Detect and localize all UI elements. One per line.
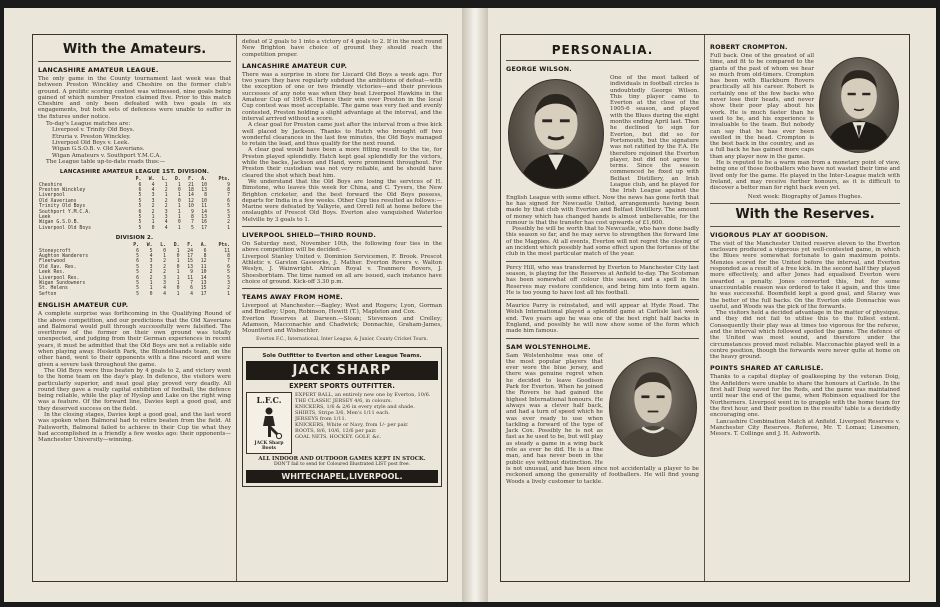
table-cell: 4 xyxy=(151,182,155,188)
table-header-cell: Pts. xyxy=(218,243,230,249)
table-cell: 14 xyxy=(201,209,208,215)
table-cell: 1 xyxy=(177,215,181,220)
table-cell: 10 xyxy=(200,270,207,276)
wolstenholme-portrait xyxy=(607,355,699,459)
table-cell: Liverpool xyxy=(39,193,65,199)
table-cell: 3 xyxy=(227,215,230,220)
table-header-cell: P. xyxy=(135,177,142,183)
table-cell: 21 xyxy=(188,182,194,188)
amateurs-title: With the Amateurs. xyxy=(62,42,207,57)
ad-catalogue-line: DON'T fail to send for Coloured Illustrated LIST post free. xyxy=(273,461,411,467)
table-cell: 2 xyxy=(149,275,153,281)
table-cell: 15 xyxy=(187,259,193,265)
wolstenholme-text: Sam Wolstenholme was one of the most popular players that ever wore the blue jersey, and there was genuine regret when he decided to leave Goodison Park for Everton. When he joined the Rovers he had gained the highest International honours. He always was a clever half back, and had a turn of speed which he was ever ready to use when tackling a forward of the type of Jack Cox. Possibly he is not as fast as he used to be, but will play as steady a game in a wing back role as ever he did. He is a fine man, and has never been in the public eye without distinction. He is not unusual, and has been since not accidentally a player to be reckoned among the generality of footballers. He will find young Woods a lively customer to tackle. xyxy=(506,352,699,485)
table-row xyxy=(38,226,231,231)
table-cell: Aughton Wanderers xyxy=(39,254,89,260)
table-header-cell: F. xyxy=(188,177,194,183)
table-cell: 4 xyxy=(164,220,168,226)
table-cell: 6 xyxy=(227,264,230,270)
table-cell: 1 xyxy=(177,209,181,215)
shield-text: On Saturday next, November 10th, the following four ties in the above competition will be decided:— xyxy=(242,241,442,254)
lancs-cup-text-4: We understand that the Old Boys are losing the services of H. Bimstone, who leaves this week for China, and C. Tyvers, the New Brighton cricketer, and the best forward the Old Boys possess, departs for India in a few weeks. Other Cup ties resulted as follows:—Marine were defeated by Valkyrie, and Orrell fell at home before the onslaughts of Prescot Old Boys. Everton also vanquished Waterloo Melville by 3 goals to 1. xyxy=(242,178,442,223)
fixture-item: Etruria v. Preston Winckley. xyxy=(52,133,131,140)
points-heading: POINTS SHARED AT CARLISLE. xyxy=(710,364,824,373)
ad-stock-line: ALL INDOOR AND OUTDOOR GAMES KEPT IN STOCK. xyxy=(258,455,426,462)
vigorous-text-2: The visitors held a decided advantage in the matter of physique, and they did not fail to utilise this to the fullest extent. Consequently their play was at times too vigorous for the referee, and the interval which followed spoiled the game. The defence of the United was most sound, and therefore under the circumstances proved most reliable. Macconachie played well in a centre position, though the forwards were never quite at home on the heavy ground. xyxy=(710,310,900,361)
table-cell: 4 xyxy=(151,187,155,193)
table-header-cell: F. xyxy=(187,243,193,249)
table-cell: Stoneycroft xyxy=(39,248,71,254)
english-cup-text: A complete surprise was forthcoming in the Qualifying Round of the above competition, and our predictions that the Old Xaverians and Balmoral would pull through successfully were falsified. The overthrow of the former on their own ground was totally unexpected, and judging from their German experiences in recent years, it must be admitted that the Old Boys are not a reliable side when playing away. Hesketh Park, the Blundellsands team, on the other hand, went to their opponents with a fine record and were given a severe task throughout the game. xyxy=(38,311,231,368)
table-cell: 14 xyxy=(188,193,194,199)
left-column-1 xyxy=(33,35,237,581)
ad-address: WHITECHAPEL,LIVERPOOL. xyxy=(246,470,438,483)
lancs-cup-text-3: A clear goal would have been a more fitting result to the tie, for Preston played splendidly. Hatch kept goal splendidly for the victors, while the backs, Jackson and Hand, were prominent throughout. For Preston their custodian was not very reliable, and he should have cleared the shot which beat him. xyxy=(242,147,442,179)
teams-footer: Everton F.C., International, Inter League, & Junior, County Cricket Tourn. xyxy=(256,336,428,342)
table-cell: Wigan Sundowners xyxy=(39,281,86,287)
table-cell: 9 xyxy=(191,209,194,215)
table-cell: 2 xyxy=(163,259,167,265)
table-cell: 0 xyxy=(149,291,153,297)
table-cell: 0 xyxy=(176,254,180,260)
table-cell: 17 xyxy=(200,291,207,297)
table-cell: 4 xyxy=(164,225,168,231)
table-cell: 2 xyxy=(151,204,155,210)
fixture-item: Wigan G.S.O.B. v. Old Xaverians. xyxy=(52,146,145,153)
table-header-cell: L. xyxy=(160,243,167,249)
table-cell: Preston Winckley xyxy=(39,187,86,193)
table-cell: Leek Res. xyxy=(39,270,65,276)
table-cell: 10 xyxy=(188,204,194,210)
table-cell: 8 xyxy=(191,215,194,220)
table-cell: 15 xyxy=(200,286,207,292)
table-cell: 2 xyxy=(163,270,167,276)
table-cell: 10 xyxy=(201,198,208,204)
teams-heading: TEAMS AWAY FROM HOME. xyxy=(242,293,343,302)
fixture-item: Liverpool v. Trinity Old Boys. xyxy=(52,127,135,134)
table-cell: 1 xyxy=(151,220,155,226)
right-column-1 xyxy=(501,35,705,581)
table-cell: 24 xyxy=(187,248,193,254)
table-cell: 4 xyxy=(163,291,167,297)
table-cell: Trinity Old Boys xyxy=(39,204,86,210)
ad-item: BOOTS, 8/6, 10/6, 12/6 per pair. xyxy=(295,427,377,434)
table-cell: 18 xyxy=(188,187,194,193)
crompton-portrait xyxy=(818,55,900,155)
ad-logo-text: L.F.C. xyxy=(256,394,282,405)
table-cell: 1 xyxy=(227,291,230,297)
table-cell: 2 xyxy=(227,220,230,226)
crompton-text: Full back. One of the greatest of all time, and fit to be compared to the giants of the past of whom we hear so much from old-timers. Crompton has been with Blackburn Rovers practically all his career. Robert is certainly one of the few backs who never lose their heads, and never show their poor play about his work. He is much faster than he used to be, and his experience is invaluable to the team. But nobody can say that he has ever been swelled in the head. Crompton is the best back in the country, and as a full back he has gained more caps than any player now in the game. xyxy=(710,53,814,160)
table-cell: 1 xyxy=(176,248,180,254)
table-cell: 3 xyxy=(151,198,155,204)
table-cell: 1 xyxy=(227,225,230,231)
wilson-portrait xyxy=(506,77,606,191)
table-cell: 5 xyxy=(136,291,140,297)
table-cell: 17 xyxy=(187,254,193,260)
fixtures-list xyxy=(38,127,231,158)
table-cell: 3 xyxy=(163,281,167,287)
table-cell: 0 xyxy=(177,220,181,226)
jack-sharp-advert xyxy=(242,347,442,487)
points-text-2: Lancashire Combination Match at Anfield. Liverpool Reserves v. Manchester City Reserves. Referee, Mr. T. Lomax; Linesmen, Messrs. T. Collinge and J. H. Ashworth. xyxy=(710,418,900,438)
table-cell: 1 xyxy=(177,193,181,199)
table-cell: 11 xyxy=(187,275,193,281)
wilson-heading: GEORGE WILSON. xyxy=(506,65,572,73)
table-cell: 1 xyxy=(177,225,181,231)
table-cell: 6 xyxy=(136,275,140,281)
table-header-cell: W. xyxy=(148,177,155,183)
table-cell: 7 xyxy=(191,220,194,226)
teams-text-2: Everton Reserves at Darwen.—Sloan; Stevenson and Crelley; Adamson, Macconachie and Chadwick; Donnachie, Graham-James, Mountford and Wisbechler. xyxy=(242,315,442,335)
portrait-man-icon xyxy=(509,80,603,188)
table-cell: 6 xyxy=(190,286,193,292)
english-cup-heading: ENGLISH AMATEUR CUP. xyxy=(38,301,129,310)
division-2-table xyxy=(38,243,231,297)
table-cell: 7 xyxy=(190,281,193,287)
col2-top-text: defeat of 2 goals to 1 into a victory of 4 goals to 2. If in the next round New Brighton have choice of ground they should reach the competition proper. xyxy=(242,39,442,58)
ad-item: GOAL NETS. HOCKEY. GOLF. &c. xyxy=(295,433,382,440)
table-cell: 4 xyxy=(149,254,153,260)
table-cell: St. Helens xyxy=(39,286,68,292)
table-cell: 1 xyxy=(163,254,167,260)
crompton-heading: ROBERT CROMPTON. xyxy=(710,43,788,51)
table-cell: 5 xyxy=(191,225,194,231)
lancs-league-text: The only game in the County tournament last week was that between Preston Winckley and Cheshire on the former club's ground. A prolific scoring contest was witnessed, nine goals being gained of which number Preston claimed five. Prior to this match Cheshire and only been defeated with two goals in six engagements, but both sets of defences were unable to suffer in the fixtures under notice. xyxy=(38,76,231,120)
left-column-2 xyxy=(237,35,447,581)
table-cell: 5 xyxy=(227,209,230,215)
division-1-table xyxy=(38,177,231,231)
table-cell: 1 xyxy=(164,182,168,188)
portrait-man-icon xyxy=(820,58,898,152)
table-cell: 1 xyxy=(149,281,153,287)
ad-item: KNICKERS, 1/6 & 2/6 in every style and shade. xyxy=(295,403,415,410)
lancs-cup-heading: LANCASHIRE AMATEUR CUP. xyxy=(242,61,348,70)
table-header-cell: P. xyxy=(133,243,140,249)
ad-top-line: Sole Outfitter to Everton and other League Teams. xyxy=(262,352,422,359)
table-cell: 12 xyxy=(200,259,207,265)
next-week-note: Next week: Biography of James Hughes. xyxy=(747,193,863,200)
table-header-cell: D. xyxy=(174,177,181,183)
table-header-cell: W. xyxy=(146,243,153,249)
table-cell: 13 xyxy=(187,264,193,270)
crompton-text-2: He is reputed to be a warm man from a monetary point of view, being one of those footballers who have not wasted their time and lived only for the game. He played in the Inter-League match with Ireland, and may receive further honours, as it is difficult to discover a better man for right back even yet. xyxy=(710,160,900,192)
vigorous-heading: VIGOROUS PLAY AT GOODISON. xyxy=(710,230,829,239)
table-cell: Fleetwood xyxy=(39,259,65,265)
wilson-text: One of the most talked of individuals in football circles is undoubtedly George Wilson. This tiny player came to Everton at the close of the 1905-6 season, and played with the Blues during the eight months ending April last. Then he declined to sign for Everton, but did so for Portsmouth, but the signature was not ratified by the F.A. He therefore rejoined the Everton player, but did not agree to terms. Since the season commenced he fixed up with Belfast Distillery, an Irish League club, and he played for the Irish League against the English League with some effect. Now the news has gone forth that he has signed for Newcastle United, arrangements having been made by that club with Everton and Belfast Distillery. The amount of money which has changed hands is almost unbelievable, for the rumour is that the transfer has cost upwards of £1,600. xyxy=(506,75,699,226)
table-cell: 0 xyxy=(176,264,180,270)
table-cell: Liverpool Res. xyxy=(39,275,80,281)
table-cell: 12 xyxy=(188,198,194,204)
parry-text: Maurice Parry is reinstated, and will appear at Hyde Road. The Welsh International played a splendid game at Carlisle last week end. Two years ago he was one of the best right half backs in England, and possibly he will now show some of the form which made him famous. xyxy=(506,303,699,335)
table-cell: 1 xyxy=(176,281,180,287)
table-cell: 4 xyxy=(190,291,193,297)
table-cell: 3 xyxy=(149,259,153,265)
table-cell: 2 xyxy=(164,187,168,193)
wolstenholme-heading: SAM WOLSTENHOLME. xyxy=(506,342,591,351)
lancs-league-heading: LANCASHIRE AMATEUR LEAGUE. xyxy=(38,66,159,74)
table-row xyxy=(38,292,231,297)
ad-item: EXPERT BALL, an entirely new one by Everton, 10/6. xyxy=(295,391,431,398)
fixture-item: Liverpool Old Boys v. Leek. xyxy=(52,139,130,146)
lancs-cup-text: There was a surprise in store for Liscard Old Boys a week ago. For two years they have regularly subdued the ambitions of defeat—with the exception of one or two friendly victories—and their previous successes of any note was when they beat Liverpool Hawkins in the Amateur Cup of 1905-6. Hence their win over Preston in the local Cup contest was most acceptable. The game was very fast and evenly contested, Preston holding a slight advantage at the interval, and the interval arrived without a score. xyxy=(242,71,442,122)
table-cell: 5 xyxy=(136,254,140,260)
table-header-cell: Pts. xyxy=(218,177,230,183)
table-cell: 11 xyxy=(201,204,208,210)
table-header-cell: A. xyxy=(200,243,207,249)
table-cell: 3 xyxy=(163,275,167,281)
table-cell: 1 xyxy=(177,182,181,188)
table-cell: 2 xyxy=(164,198,168,204)
footballer-icon xyxy=(254,406,284,440)
teams-text: Liverpool at Manchester.—Bagley; West and Rogers; Lyon, Gorman and Bradley; Upon, Robinson, Hewitt (T.), Mapleton and Cox. xyxy=(242,303,442,316)
table-cell: 0 xyxy=(177,187,181,193)
table-cell: 8 xyxy=(227,187,230,193)
table-cell: 8 xyxy=(203,254,207,260)
ad-item: JERSEYS from 1/11. xyxy=(295,415,347,422)
division-1-heading: LANCASHIRE AMATEUR LEAGUE 1ST. DIVISION. xyxy=(59,169,210,176)
page-gutter xyxy=(462,8,488,602)
table-cell: 9 xyxy=(190,270,193,276)
table-cell: 8 xyxy=(204,193,208,199)
table-cell: Old Xav. Res. xyxy=(39,264,77,270)
table-cell: 5 xyxy=(138,215,142,220)
ad-item: THE CLASSIC JERSEY 4/6, in colours. xyxy=(295,397,393,404)
personalia-title: PERSONALIA. xyxy=(551,43,654,57)
table-cell: Leek xyxy=(39,215,51,220)
table-cell: 0 xyxy=(176,286,180,292)
table-cell: 5 xyxy=(138,225,142,231)
ad-item-list xyxy=(295,392,438,454)
table-cell: 3 xyxy=(164,215,168,220)
table-header-cell: D. xyxy=(173,243,180,249)
table-cell: 2 xyxy=(227,286,230,292)
wilson-text-2: Possibly he will be worth that to Newcastle, who have done badly this season so far, and he may serve to strengthen the forward line of the Magpies. At all events, Everton will not regret the closing of an incident which possibly had some effect upon the fortunes of the club in the most particular match of the year. xyxy=(506,226,699,258)
table-cell: 6 xyxy=(227,198,230,204)
right-page xyxy=(488,8,936,602)
table-cell: 13 xyxy=(201,215,208,220)
table-cell: 13 xyxy=(200,281,207,287)
table-cell: 1 xyxy=(176,270,180,276)
table-cell: 11 xyxy=(200,264,207,270)
table-cell: Cheshire xyxy=(39,182,63,188)
left-page xyxy=(4,8,462,602)
table-cell: 1 xyxy=(176,259,180,265)
reserves-title: With the Reserves. xyxy=(735,206,875,222)
vigorous-text: The visit of the Manchester United reserve eleven to the Everton enclosure produced a vigorous yet well-contested game, in which the Blues were somewhat fortunate to gain maximum points. Menzies scored for the United before the interval, and Everton responded as a result of a free kick. In the second half they played more effectively, and after Jones had equalised Everton were awarded a penalty. Jones converted this, but for some unaccountable reason was ordered to take it again, and this time he was successful. Boomfield kept a good goal, and Stacey was the better of the full backs. On the Everton side Donnachie was useful, and Woods was the pick of the forwards. xyxy=(710,240,900,310)
shield-heading: LIVERPOOL SHIELD—THIRD ROUND. xyxy=(242,231,376,240)
table-cell: 0 xyxy=(151,225,155,231)
table-cell: 1 xyxy=(149,286,153,292)
right-column-2 xyxy=(705,35,905,581)
table-cell: 6 xyxy=(138,182,142,188)
portrait-man-icon xyxy=(610,358,696,456)
table-cell: 5 xyxy=(227,204,230,210)
table-cell: 0 xyxy=(177,198,181,204)
table-cell: 5 xyxy=(138,204,142,210)
table-cell: Southport Y.M.C.A. xyxy=(39,209,91,215)
table-cell: 11 xyxy=(224,248,230,254)
table-cell: 14 xyxy=(200,275,207,281)
table-cell: Liverpool Old Boys xyxy=(39,225,91,231)
table-cell: 17 xyxy=(201,225,208,231)
table-cell: 6 xyxy=(203,248,207,254)
points-text: Thanks to a capital display of goalkeeping by the veteran Doig, the Anfielders were unable to share the honours at Carlisle. In the first half Doig saved for the Reds, and the game was maintained until near the end of the game, when Robinson equalised for the Northerners. Liverpool went in to grapple with the home team for the first hour, and their position in the results' table is a decidedly encouraging one. xyxy=(710,374,900,419)
table-intro: The League table up-to-date reads thus:— xyxy=(46,158,166,165)
table-cell: 7 xyxy=(227,259,230,265)
table-cell: 10 xyxy=(201,182,208,188)
table-cell: 1 xyxy=(176,275,180,281)
table-cell: 1 xyxy=(176,291,180,297)
table-cell: 5 xyxy=(136,270,140,276)
fixtures-heading: To-day's League matches are: xyxy=(46,121,131,128)
left-page-frame xyxy=(32,34,448,582)
table-cell: 2 xyxy=(164,204,168,210)
table-cell: 6 xyxy=(136,259,140,265)
table-cell: 5 xyxy=(136,281,140,287)
table-cell: 6 xyxy=(136,248,140,254)
table-header-cell: A. xyxy=(201,177,208,183)
table-cell: 5 xyxy=(138,193,142,199)
shield-text-2: Liverpool Stanley United v. Dominion Servicemen, F. Brook. Prescot Athletic v. Garston Gasworks, J. Mather. Everton Rovers v. Walton Weslyn, J. Wainwright. African Royal v. Tranmere Rovers, J. Shoesborhtam. The time named on all are issued, each instance have choice of ground. Kick-off 3.30 p.m. xyxy=(242,253,442,285)
magazine-spread xyxy=(4,8,936,602)
table-cell: 3 xyxy=(164,209,168,215)
english-cup-text-2: The Old Boys were thus beaten by 4 goals to 2, and victory went to the home team on the day's play. In defence, the visitors were particularly superior, and neat goal play proved very deadly. All round they gave a really capital exhibition of football, the defence being reliable, while the play of Hyslop and Lake on the right wing was a feature. Of the forward line, Davies kept a good goal, and they deserved success on the field. xyxy=(38,367,231,412)
table-cell: 5 xyxy=(136,286,140,292)
table-cell: 3 xyxy=(227,281,230,287)
table-cell: 7 xyxy=(227,193,230,199)
ad-item: KNICKERS, White or Navy, from 1/- per pair. xyxy=(295,421,409,428)
table-cell: 16 xyxy=(201,220,208,226)
fixture-item: Wigan Amateurs v. Southport Y.M.C.A. xyxy=(52,152,162,159)
table-cell: 5 xyxy=(227,275,230,281)
ad-brand-name: JACK SHARP xyxy=(246,361,438,380)
table-cell: Old Xaverians xyxy=(39,198,77,204)
table-header-cell: L. xyxy=(161,177,168,183)
table-cell: Wigan G.S.O.B. xyxy=(39,220,80,226)
ad-logo-box xyxy=(246,392,292,454)
table-cell: 8 xyxy=(227,254,230,260)
table-cell: 6 xyxy=(138,187,142,193)
ad-logo-caption: JACK Sharp Boots xyxy=(254,440,284,451)
ad-subtitle: EXPERT SPORTS OUTFITTER. xyxy=(289,381,395,390)
table-cell: 1 xyxy=(164,193,168,199)
table-cell: 1 xyxy=(177,204,181,210)
table-cell: 5 xyxy=(149,248,153,254)
table-cell: 4 xyxy=(163,286,167,292)
table-cell: 2 xyxy=(163,264,167,270)
table-cell: 0 xyxy=(163,248,167,254)
hill-text: Percy Hill, who was transferred by Everton to Manchester City last season, is playing for the Reserves at Anfield to-day. The Scotsman has been somewhat off colour this season, and a spell in the Reserves may restore confidence, and bring him into form again. He is too young to have lost all his football. xyxy=(506,264,699,296)
table-cell: 5 xyxy=(136,264,140,270)
lancs-cup-text-2: A clear goal for Preston came just after the interval from a free kick well placed by Jackson. Thanks to Hatch who brought off two wonderful clearances in the last few minutes, the Old Boys managed to retain the lead, and thus qualify for the next round. xyxy=(242,122,442,148)
table-cell: 1 xyxy=(151,215,155,220)
table-cell: 5 xyxy=(227,270,230,276)
right-page-frame xyxy=(500,34,910,582)
ad-item: SHIRTS, Stripe 3/6, Men's 1/11 each. xyxy=(295,409,390,416)
table-cell: 3 xyxy=(149,264,153,270)
table-cell: 13 xyxy=(201,187,208,193)
table-cell: 5 xyxy=(138,220,142,226)
english-cup-text-3: In the closing stages, Davies kept a good goal, and the last word was spoken when Balmoral had to retire beaten from the field. At Failsworth, Balmoral failed to achieve in their Cup tie what they had accomplished in a friendly a few weeks ago: their opponents—Manchester University—winning. xyxy=(38,412,231,444)
table-cell: 5 xyxy=(138,198,142,204)
table-cell: 9 xyxy=(227,182,230,188)
table-cell: 2 xyxy=(149,270,153,276)
table-cell: 6 xyxy=(138,209,142,215)
table-cell: 2 xyxy=(151,209,155,215)
division-2-heading: DIVISION 2. xyxy=(115,235,154,242)
table-cell: Sefton xyxy=(39,291,57,297)
table-cell: 3 xyxy=(151,193,155,199)
